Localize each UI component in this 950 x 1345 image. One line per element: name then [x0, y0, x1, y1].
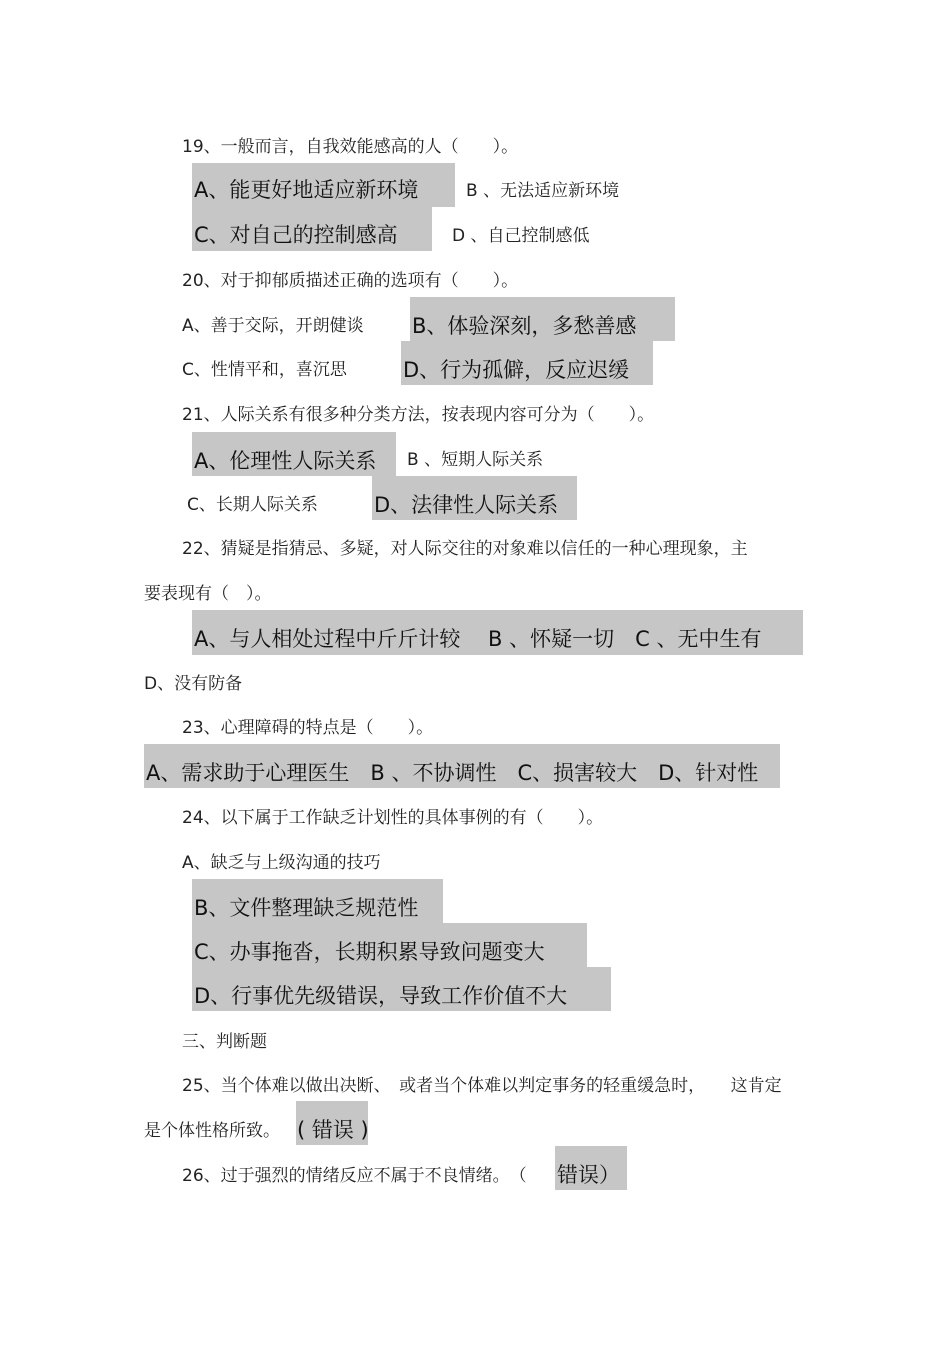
q20-stem: 20、对于抑郁质描述正确的选项有（ ）。	[182, 271, 519, 291]
q21-option-c: C、长期人际关系	[187, 495, 318, 515]
q26-answer-highlight	[555, 1146, 627, 1190]
q20-option-a: A、善于交际，开朗健谈	[182, 316, 364, 336]
q24-option-a: A、缺乏与上级沟通的技巧	[182, 853, 381, 873]
q21-option-a-highlight	[192, 432, 396, 476]
q24-option-b: B、文件整理缺乏规范性	[194, 896, 419, 920]
q20-option-b-highlight	[410, 297, 675, 341]
q19-option-b: B 、无法适应新环境	[466, 181, 620, 201]
q26-stem: 26、过于强烈的情绪反应不属于不良情绪。 （	[182, 1166, 527, 1186]
q24-option-b-highlight	[192, 879, 443, 923]
q21-option-b: B 、短期人际关系	[407, 450, 544, 470]
q22-option-d: D、没有防备	[144, 674, 243, 694]
q24-option-c-highlight	[192, 923, 587, 967]
q25-answer: ( 错误 )	[297, 1118, 369, 1142]
q23-options: A、需求助于心理医生 B 、不协调性 C、损害较大 D、针对性	[146, 761, 759, 785]
q22-stem-line1: 22、猜疑是指猜忌、多疑，对人际交往的对象难以信任的一种心理现象，主	[182, 539, 748, 559]
q21-stem: 21、人际关系有很多种分类方法，按表现内容可分为（ ）。	[182, 405, 655, 425]
q26-answer: 错误）	[557, 1163, 620, 1187]
q21-option-a: A、伦理性人际关系	[194, 449, 377, 473]
q22-stem-line2: 要表现有（ ）。	[144, 584, 272, 604]
section-heading-judgment: 三、判断题	[182, 1032, 267, 1052]
q24-option-d-highlight	[192, 967, 611, 1011]
q19-option-a-highlight	[192, 163, 455, 207]
q22-options-abc-highlight	[192, 610, 803, 655]
q21-option-d-highlight	[372, 476, 577, 520]
q19-option-c: C、对自己的控制感高	[194, 223, 398, 247]
q19-stem: 19、一般而言，自我效能感高的人（ ）。	[182, 137, 519, 157]
q20-option-b: B、体验深刻，多愁善感	[412, 314, 637, 338]
q19-option-c-highlight	[192, 207, 432, 251]
q20-option-d: D、行为孤僻，反应迟缓	[403, 358, 630, 382]
q25-stem-line1: 25、当个体难以做出决断、 或者当个体难以判定事务的轻重缓急时， 这肯定	[182, 1076, 782, 1096]
q19-option-d: D 、自己控制感低	[452, 226, 590, 246]
q19-option-a: A、能更好地适应新环境	[194, 178, 419, 202]
q24-stem: 24、以下属于工作缺乏计划性的具体事例的有（ ）。	[182, 808, 604, 828]
q20-option-c: C、性情平和，喜沉思	[182, 360, 347, 380]
q24-option-d: D、行事优先级错误，导致工作价值不大	[194, 984, 568, 1008]
q21-option-d: D、法律性人际关系	[374, 493, 559, 517]
q25-stem-line2: 是个体性格所致。	[144, 1121, 280, 1141]
q20-option-d-highlight	[401, 341, 653, 385]
q22-options-abc: A、与人相处过程中斤斤计较 B 、怀疑一切 C 、无中生有	[194, 627, 762, 651]
q23-stem: 23、心理障碍的特点是（ ）。	[182, 718, 434, 738]
q23-options-highlight	[144, 744, 780, 788]
q24-option-c: C、办事拖沓，长期积累导致问题变大	[194, 940, 545, 964]
q25-answer-highlight	[296, 1101, 368, 1145]
